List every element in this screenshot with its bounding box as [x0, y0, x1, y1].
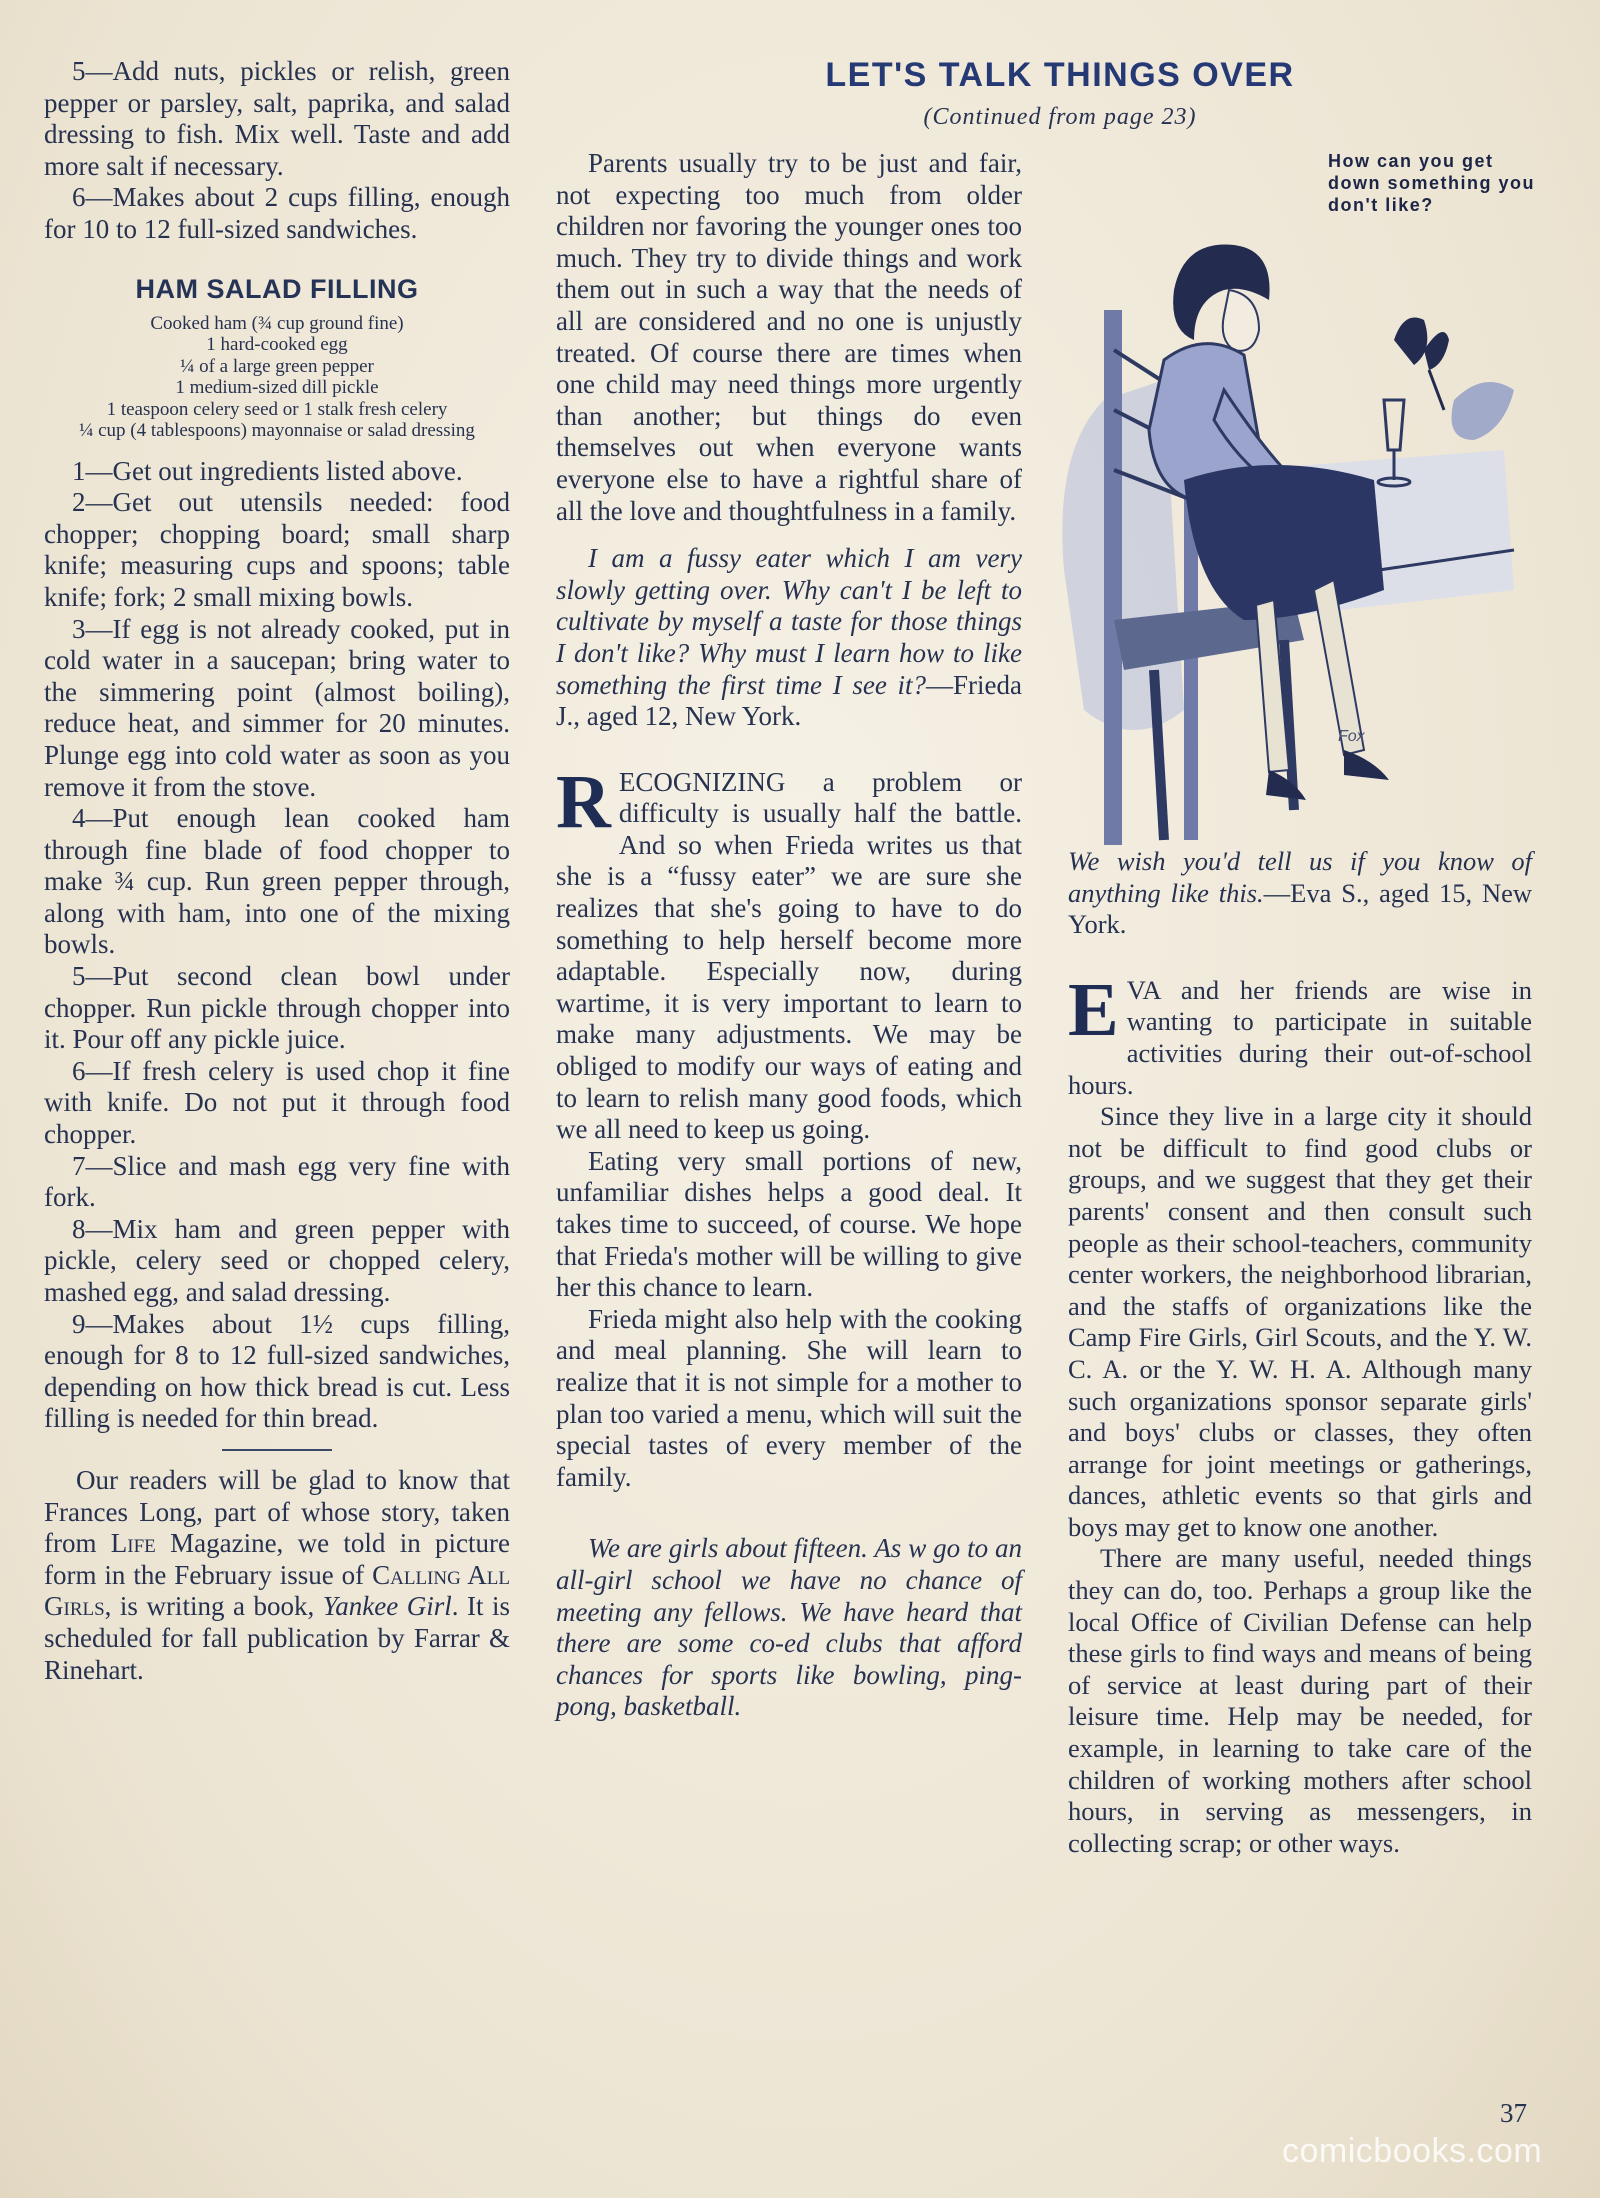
recipe-step: 8—Mix ham and green pepper with pickle, celery seed or chopped celery, mashed egg, and salad dressing.	[44, 1213, 510, 1307]
ingredient-item: ¼ of a large green pepper	[180, 355, 374, 377]
letter-signature: —Frieda J., aged 12, New York.	[556, 669, 1022, 732]
ingredient-item: 1 medium-sized dill pickle	[175, 377, 379, 399]
ingredient-list	[44, 313, 510, 442]
recipe-step: 5—Add nuts, pickles or relish, green pepper or parsley, salt, paprika, and salad dressing to fish. Mix well. Taste and add more salt if necessary.	[44, 56, 510, 181]
reply-paragraph	[556, 759, 1022, 1146]
readers-note	[44, 1465, 510, 1686]
section-divider	[222, 1449, 332, 1451]
column-recipes	[44, 56, 510, 1686]
recipe-step: 1—Get out ingredients listed above.	[72, 455, 463, 486]
ingredient-item: ¼ cup (4 tablespoons) mayonnaise or salad dressing	[79, 420, 475, 442]
ham-salad-heading: HAM SALAD FILLING	[135, 273, 419, 304]
article-title: LET'S TALK THINGS OVER	[825, 56, 1295, 94]
drop-cap: E	[1068, 967, 1119, 1052]
magazine-name: Calling All Girls	[44, 1559, 510, 1622]
drop-cap: R	[556, 759, 611, 844]
ingredient-item: 1 teaspoon celery seed or 1 stalk fresh celery	[106, 398, 448, 420]
readers-note-text: , is writing a book,	[104, 1591, 323, 1622]
recipe-step: 7—Slice and mash egg very fine with fork.	[44, 1150, 510, 1213]
reply-paragraph: Frieda might also help with the cooking and meal planning. She will learn to realize that it is not simple for a mother to plan too varied a menu, which will suit the special tastes of every member of the family.	[556, 1303, 1022, 1492]
readers-note-text: Magazine, we told in picture form in the February issue of	[44, 1528, 510, 1590]
reply-text: VA and her friends are wise in wanting to participate in suitable activities during their out-of-school hours.	[1068, 974, 1532, 1100]
reader-letter	[556, 543, 1022, 733]
readers-note-text: . It is scheduled for fall publication by Farrar & Rinehart.	[44, 1591, 510, 1685]
ingredient-item: 1 hard-cooked egg	[206, 334, 348, 356]
page-number: 37	[1500, 2098, 1527, 2128]
reply-text: ECOGNIZING a problem or difficulty is usually half the battle. And so when Frieda writes us that she is a “fussy eater” we are sure she realizes that she's going to have to do something to help herself become more adaptable. Especially now, during wartime, it is very important to learn to make many adjustments. We may be obliged to modify our ways of eating and to learn to relish many good foods, which we all need to keep us going.	[556, 766, 1022, 1145]
ingredient-item: Cooked ham (¾ cup ground fine)	[150, 312, 404, 334]
artist-signature: Fox	[1338, 728, 1365, 745]
column-advice	[556, 148, 1022, 1723]
illustration-caption: How can you get down something you don't like?	[1328, 151, 1535, 215]
recipe-step: 6—Makes about 2 cups filling, enough for 10 to 12 full-sized sandwiches.	[44, 182, 510, 244]
recipe-step: 2—Get out utensils needed: food chopper; chopping board; small sharp knife; measuring cups and spoons; table knife; fork; 2 small mixing bowls.	[44, 487, 510, 612]
continued-note: (Continued from page 23)	[923, 104, 1197, 130]
reply-paragraph: Since they live in a large city it should not be difficult to find good clubs or groups, and we suggest that they get their parents' consent and then consult such people as their school-teachers, community center workers, the neighborhood librarian, and the staffs of organizations like the Camp Fire Girls, Girl Scouts, and the Y. W. C. A. or the Y. W. H. A. Although many such organizations sponsor separate girls' and boys' clubs or classes, they often arrange for joint meetings or gatherings, dances, athletic events so that girls and boys may get to know one another.	[1068, 1101, 1532, 1542]
letter-signature: —Eva S., aged 15, New York.	[1068, 877, 1532, 940]
book-title: Yankee Girl	[322, 1591, 452, 1622]
letter-text: We wish you'd tell us if you know of anything like this.	[1068, 846, 1532, 908]
life-magazine-name: Life	[110, 1528, 156, 1559]
intro-paragraph: Parents usually try to be just and fair, not expecting too much from older children nor favoring the younger ones too much. They try to divide things and work them out in such a way that the needs of all are considered and no one is unjustly treated. Of course there are times when one child may need things more urgently than another; but things do even themselves out when everyone wants everyone else to have a rightful share of all the love and thoughtfulness in a family.	[556, 148, 1022, 526]
recipe-step: 3—If egg is not already cooked, put in cold water in a saucepan; bring water to the simmering point (almost boiling), reduce heat, and simmer for 20 minutes. Plunge egg into cold water as soon as you remove it from the stove.	[44, 613, 510, 802]
reader-letter-end	[1068, 846, 1532, 941]
girl-eating-illustration	[1044, 150, 1544, 845]
column-advice-2	[1068, 846, 1532, 1859]
watermark: comicbooks.com	[1282, 2132, 1543, 2170]
recipe-step: 5—Put second clean bowl under chopper. Run pickle through chopper into it. Pour off any pickle juice.	[44, 961, 510, 1055]
recipe-step: 6—If fresh celery is used chop it fine with knife. Do not put it through food chopper.	[44, 1055, 510, 1150]
readers-note-text: Our readers will be glad to know that Frances Long, part of whose story, taken from	[44, 1464, 510, 1559]
recipe-step: 4—Put enough lean cooked ham through fine blade of food chopper to make ¾ cup. Run green pepper through, along with ham, into one of the mixing bowls.	[44, 803, 510, 960]
reply-paragraph	[1068, 967, 1532, 1101]
recipe-step: 9—Makes about 1½ cups filling, enough for 8 to 12 full-sized sandwiches, depending on how thick bread is cut. Less filling is needed for thin bread.	[44, 1308, 510, 1434]
reply-paragraph: There are many useful, needed things they can do, too. Perhaps a group like the local Office of Civilian Defense can help these girls to find ways and means of being of service at least during part of their leisure time. Help may be needed, for example, in learning to take care of the children of working mothers after school hours, in serving as messengers, in collecting scrap; or other ways.	[1068, 1543, 1532, 1858]
reader-letter-2: We are girls about fifteen. As w go to an all-girl school we have no chance of meeting any fellows. We have heard that there are some co-ed clubs that afford chances for sports like bowling, ping-pong, basketball.	[556, 1533, 1022, 1722]
reply-paragraph: Eating very small portions of new, unfamiliar dishes helps a good deal. It takes time to succeed, of course. We hope that Frieda's mother will be willing to give her this chance to learn.	[556, 1145, 1022, 1303]
letter-text: I am a fussy eater which I am very slowly getting over. Why can't I be left to cultivate by myself a taste for those things I don't like? Why must I learn how to like something the first time I see it?	[556, 543, 1022, 700]
